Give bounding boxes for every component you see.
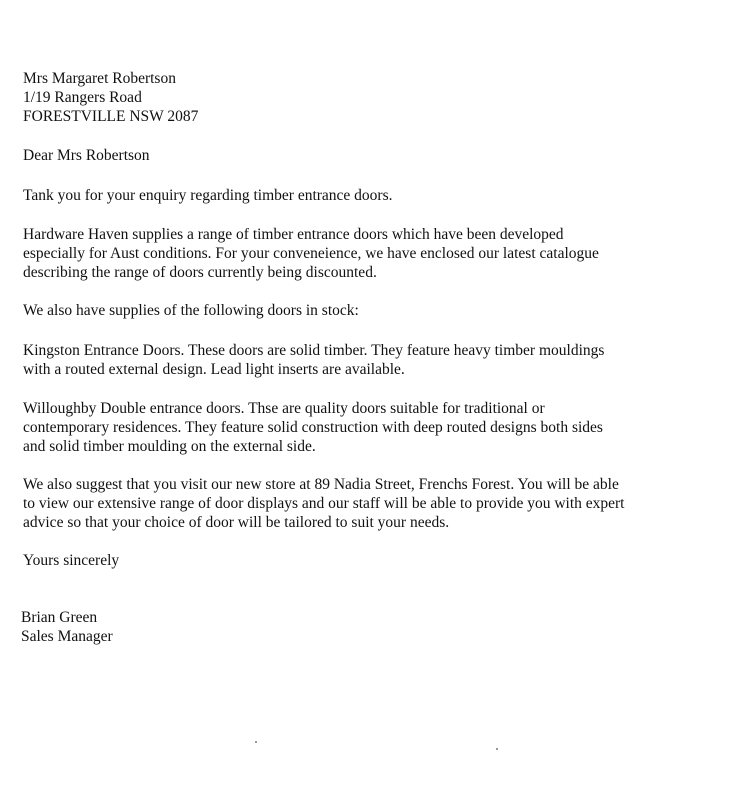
paragraph-line: Tank you for your enquiry regarding timber entrance doors. bbox=[23, 187, 393, 204]
closing-text: Yours sincerely bbox=[23, 552, 120, 569]
paragraph-line: Hardware Haven supplies a range of timber entrance doors which have been developed bbox=[23, 226, 564, 243]
recipient-address bbox=[23, 69, 713, 126]
paragraph-kingston-doors bbox=[23, 341, 713, 379]
paragraph-willoughby-doors bbox=[23, 399, 713, 456]
paragraph-stock-intro bbox=[23, 301, 713, 320]
closing bbox=[23, 551, 713, 570]
paragraph-line: with a routed external design. Lead light inserts are available. bbox=[23, 361, 405, 378]
paragraph-line: We also suggest that you visit our new store at 89 Nadia Street, Frenchs Forest. You will be able bbox=[23, 476, 619, 493]
paragraph-line: Kingston Entrance Doors. These doors are solid timber. They feature heavy timber mouldings bbox=[23, 342, 605, 359]
paragraph-thanks bbox=[23, 186, 713, 205]
signatory-name: Brian Green bbox=[21, 609, 98, 626]
signatory-title: Sales Manager bbox=[21, 628, 113, 645]
salutation bbox=[23, 146, 713, 165]
paragraph-line: We also have supplies of the following doors in stock: bbox=[23, 302, 359, 319]
recipient-street: 1/19 Rangers Road bbox=[23, 89, 142, 106]
scan-speck bbox=[496, 748, 498, 750]
paragraph-company-intro bbox=[23, 225, 713, 282]
scan-speck bbox=[255, 741, 257, 743]
paragraph-store-visit bbox=[23, 475, 713, 532]
recipient-locality: FORESTVILLE NSW 2087 bbox=[23, 108, 199, 125]
paragraph-line: especially for Aust conditions. For your conveneience, we have enclosed our latest catalogue bbox=[23, 245, 599, 262]
salutation-text: Dear Mrs Robertson bbox=[23, 147, 150, 164]
paragraph-line: contemporary residences. They feature solid construction with deep routed designs both sides bbox=[23, 419, 603, 436]
paragraph-line: Willoughby Double entrance doors. Thse are quality doors suitable for traditional or bbox=[23, 400, 545, 417]
signature-block bbox=[21, 608, 711, 646]
paragraph-line: advice so that your choice of door will be tailored to suit your needs. bbox=[23, 514, 450, 531]
recipient-name: Mrs Margaret Robertson bbox=[23, 70, 176, 87]
paragraph-line: describing the range of doors currently being discounted. bbox=[23, 264, 377, 281]
paragraph-line: to view our extensive range of door displays and our staff will be able to provide you with expert bbox=[23, 495, 625, 512]
paragraph-line: and solid timber moulding on the external side. bbox=[23, 438, 316, 455]
